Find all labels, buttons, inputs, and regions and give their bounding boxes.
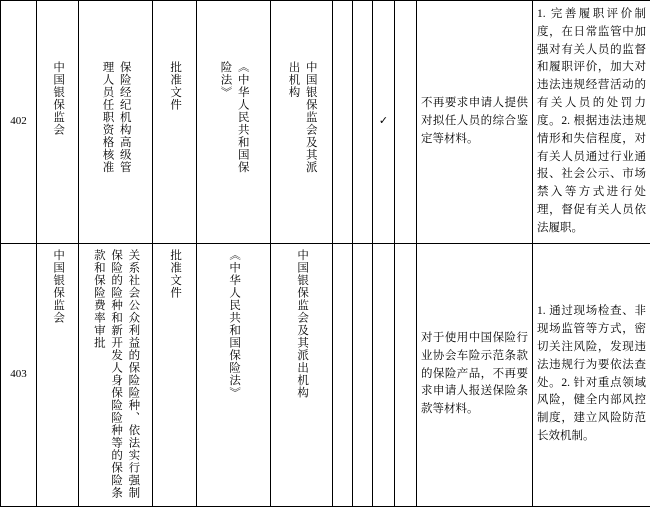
reform-detail-cell — [417, 1, 533, 244]
organization-text: 中国银保监会 — [49, 249, 66, 324]
approval-type-text: 批准文件 — [166, 61, 183, 111]
organization-text: 中国银保监会 — [49, 61, 66, 136]
approval-type-cell — [153, 1, 197, 244]
supervision-measure-cell — [533, 1, 650, 244]
checkbox-cell-cancel — [333, 243, 353, 506]
checkbox-cell-commitment — [373, 1, 395, 244]
reform-detail-text: 对于使用中国保险行业协会车险示范条款的保险产品，不再要求申请人报送保险条款等材料。 — [417, 325, 532, 424]
reform-detail-cell — [417, 243, 533, 506]
approval-type-vertical-wrap — [153, 56, 196, 188]
approval-type-cell — [153, 243, 197, 506]
legal-basis-text: 《中华人民共和国保险法》 — [216, 61, 251, 183]
reform-detail-text: 不再要求申请人提供对拟任人员的综合鉴定等材料。 — [417, 90, 532, 153]
item-name-vertical-wrap — [79, 244, 152, 506]
supervision-measure-text: 1. 完善履职评价制度，在日常监管中加强对有关人员的监督和履职评价，加大对违法违规经营活动的有关人员的处罚力度。2. 根据违法违规情形和失信程度，对有关人员通过行业通报、社会公示、市场禁入等方式进行处理，督促有关人员依法履职。 — [533, 1, 650, 243]
item-name-vertical-wrap — [79, 56, 152, 188]
implementing-agency-text: 中国银保监会及其派出机构 — [293, 249, 310, 399]
item-name-cell — [79, 1, 153, 244]
legal-basis-cell — [197, 243, 271, 506]
checkbox-cell-optimize — [395, 1, 417, 244]
checkbox-cell-record — [353, 1, 373, 244]
checkbox-cell-cancel — [333, 1, 353, 244]
item-name-text: 关系社会公众利益的保险险种、依法实行强制保险的险种和新开发人身保险险种等的保险条款和保险费率审批 — [90, 249, 142, 501]
approval-type-vertical-wrap — [153, 244, 196, 506]
organization-vertical-wrap — [37, 244, 78, 506]
table-row — [1, 243, 650, 506]
implementing-agency-cell — [271, 1, 333, 244]
supervision-measure-text: 1. 通过现场检查、非现场监管等方式，密切关注风险，发现违法违规行为要依法查处。2. 针对重点领域风险，健全内部风控制度，建立风险防范长效机制。 — [533, 298, 650, 451]
legal-basis-text: 《中华人民共和国保险法》 — [225, 249, 242, 399]
supervision-measure-cell — [533, 243, 650, 506]
legal-basis-cell — [197, 1, 271, 244]
row-number: 402 — [10, 115, 27, 127]
item-name-cell — [79, 243, 153, 506]
checkbox-cell-commitment — [373, 243, 395, 506]
approval-type-text: 批准文件 — [166, 249, 183, 299]
checkbox-cell-record — [353, 243, 373, 506]
organization-cell — [37, 243, 79, 506]
row-number: 403 — [10, 368, 27, 380]
checkbox-cell-optimize — [395, 243, 417, 506]
implementing-agency-vertical-wrap — [271, 56, 332, 188]
legal-basis-vertical-wrap — [197, 56, 270, 188]
organization-cell — [37, 1, 79, 244]
table-row — [1, 1, 650, 244]
implementing-agency-vertical-wrap — [271, 244, 332, 506]
legal-basis-vertical-wrap — [197, 244, 270, 506]
row-number-cell — [1, 243, 37, 506]
row-number-cell — [1, 1, 37, 244]
check-mark-commitment: ✓ — [379, 115, 388, 127]
item-name-text: 保险经纪机构高级管理人员任职资格核准 — [98, 61, 133, 183]
organization-vertical-wrap — [37, 56, 78, 188]
implementing-agency-text: 中国银保监会及其派出机构 — [284, 61, 319, 183]
implementing-agency-cell — [271, 243, 333, 506]
